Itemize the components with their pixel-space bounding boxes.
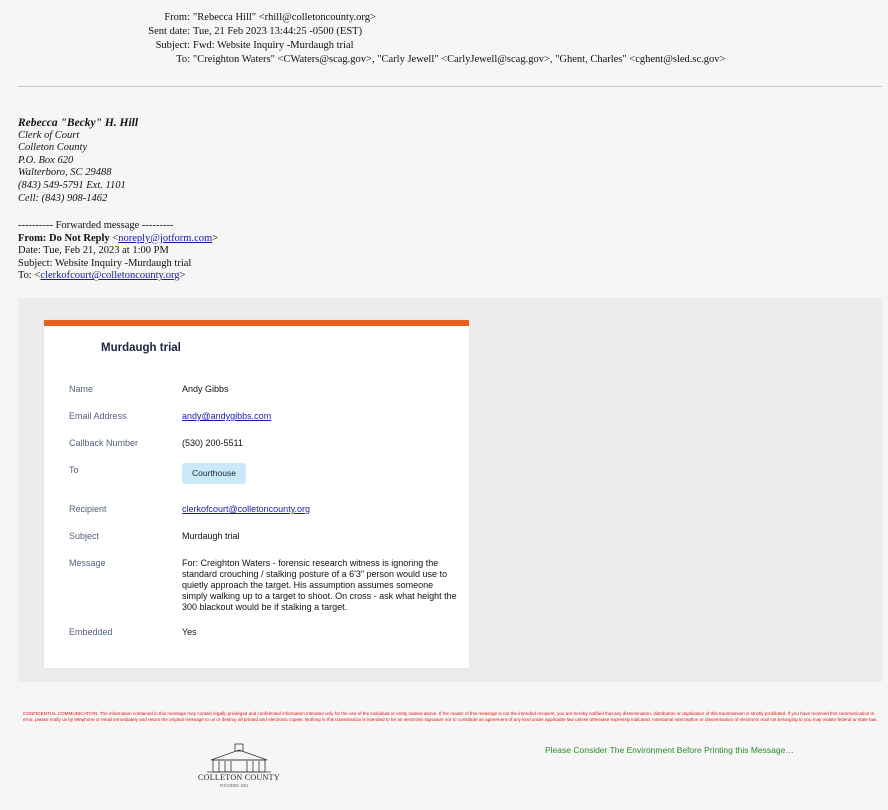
header-divider <box>18 86 882 87</box>
forwarded-date: Date: Tue, Feb 21, 2023 at 1:00 PM <box>18 245 169 257</box>
field-label: Callback Number <box>69 438 139 448</box>
forwarded-to-label: To: <box>18 270 32 282</box>
logo-text: COLLETON COUNTY <box>198 773 280 782</box>
signature-line: Clerk of Court <box>18 129 80 141</box>
field-value: For: Creighton Waters - forensic research witness is ignoring the standard crouching / stalking posture of a 6'3" person would use to quietly approach the target. His assumption assumes someone simply walking up to a target to shoot. On cross - ask what height the 300 blackout would be if stalking a target. <box>182 558 457 612</box>
header-to-label: To: <box>176 54 190 65</box>
header-from-row <box>0 11 888 25</box>
forwarded-divider: ---------- Forwarded message --------- <box>18 220 174 231</box>
header-sent-label: Sent date: <box>148 26 190 37</box>
field-label: Embedded <box>69 627 113 637</box>
header-from-label: From: <box>164 12 190 23</box>
field-label: Recipient <box>69 504 107 514</box>
signature-line: P.O. Box 620 <box>18 154 74 166</box>
environment-notice: Please Consider The Environment Before Printing this Message… <box>545 745 794 755</box>
field-value: Murdaugh trial <box>182 531 240 541</box>
signature-line: Colleton County <box>18 142 88 154</box>
field-label: Subject <box>69 531 100 541</box>
form-title: Murdaugh trial <box>101 342 181 354</box>
field-value: (530) 200-5511 <box>182 438 243 448</box>
forwarded-subject: Subject: Website Inquiry -Murdaugh trial <box>18 257 192 269</box>
forwarded-from-email-link[interactable]: noreply@jotform.com <box>118 232 213 244</box>
forwarded-to: To: <clerkofcourt@colletoncounty.org> <box>18 270 186 282</box>
header-from-value: "Rebecca Hill" <rhill@colletoncounty.org> <box>193 12 376 23</box>
header-sent-row <box>0 25 888 39</box>
signature-line: (843) 549-5791 Ext. 1101 <box>18 179 126 191</box>
field-value: Andy Gibbs <box>182 384 229 394</box>
confidentiality-notice: CONFIDENTIAL COMMUNICATION: The information contained in this message may contain legally privileged and confidential information intended only for the use of the individual or entity named above. If the reader of this message is not the intended recipient, you are hereby notified that any dissemination, distribution or duplication of this transmission is strictly prohibited. If you have received this communication in error, please notify us by telephone or email immediately and return the original message to us or destroy all printed and electronic copies. Nothing in this transmission is intended to be an electronic signature nor to constitute an agreement of any kind under applicable law unless otherwise expressly indicated. Intentional interception or dissemination of electronic mail not belonging to you may violate federal or state law. <box>23 711 878 722</box>
field-value-wrap <box>182 463 457 484</box>
email-address-link[interactable]: andy@andygibbs.com <box>182 411 272 421</box>
field-label: Email Address <box>69 411 127 421</box>
form-card <box>44 320 469 668</box>
signature-block <box>18 117 138 205</box>
field-label: Message <box>69 558 106 568</box>
header-to-value: "Creighton Waters" <CWaters@scag.gov>, "Carly Jewell" <CarlyJewell@scag.gov>, "Ghent, Charles" <cghent@sled.sc.gov> <box>193 54 726 65</box>
recipient-email-link[interactable]: clerkofcourt@colletoncounty.org <box>182 504 311 514</box>
header-subject-label: Subject: <box>155 40 190 51</box>
header-subject-row <box>0 39 888 53</box>
field-label: To <box>69 465 79 475</box>
signature-line: Walterboro, SC 29488 <box>18 167 112 179</box>
field-value-wrap <box>182 411 457 422</box>
signature-name: Rebecca "Becky" H. Hill <box>18 117 139 129</box>
logo-subtext: FOUNDED 1682 <box>220 783 249 788</box>
email-header <box>0 11 888 67</box>
forwarded-from-name: Do Not Reply <box>49 232 110 244</box>
signature-line: Cell: (843) 908-1462 <box>18 192 108 204</box>
courthouse-badge: Courthouse <box>182 463 246 484</box>
header-to-row <box>0 53 888 67</box>
forwarded-from-label: From: <box>18 232 47 244</box>
forwarded-block <box>18 220 218 283</box>
field-value: Yes <box>182 627 197 637</box>
forwarded-to-email-link[interactable]: clerkofcourt@colletoncounty.org <box>40 270 180 282</box>
forwarded-from: From: Do Not Reply <noreply@jotform.com> <box>18 232 219 244</box>
field-label: Name <box>69 384 94 394</box>
field-value-wrap <box>182 504 457 515</box>
header-subject-value: Fwd: Website Inquiry -Murdaugh trial <box>193 40 354 51</box>
header-sent-value: Tue, 21 Feb 2023 13:44:25 -0500 (EST) <box>193 26 363 37</box>
